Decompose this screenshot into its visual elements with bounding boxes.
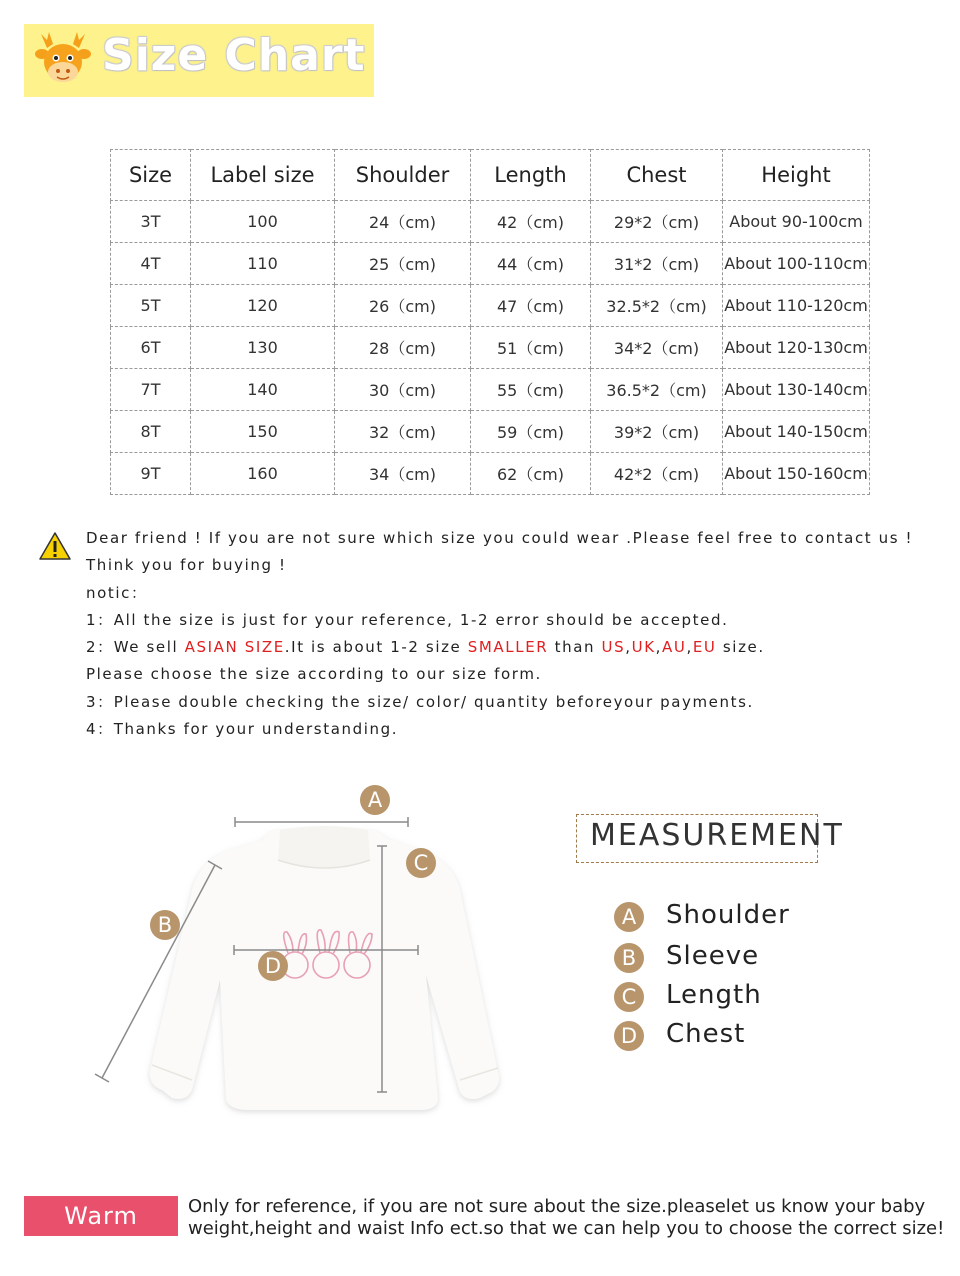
note-line: notic： <box>86 583 148 602</box>
note-line: 3：Please double checking the size/ color/ quantity beforeyour payments. <box>86 692 754 711</box>
table-cell: 28（cm) <box>335 327 471 369</box>
table-cell: About 120-130cm <box>723 327 870 369</box>
legend-label: Sleeve <box>666 941 760 971</box>
table-cell: 51（cm) <box>471 327 591 369</box>
table-row <box>111 243 870 285</box>
table-cell: 34*2（cm) <box>591 327 723 369</box>
marker-d: D <box>258 951 288 981</box>
asian-size-highlight: ASIAN SIZE <box>184 638 285 657</box>
size-table <box>110 149 870 495</box>
warm-tips-label: Warm Tips： <box>24 1196 178 1236</box>
table-cell: 59（cm) <box>471 411 591 453</box>
note-line: Dear friend ! If you are not sure which size you could wear .Please feel free to contact us ! <box>86 529 914 547</box>
table-cell: 30（cm) <box>335 369 471 411</box>
note-text: size. <box>716 638 765 657</box>
table-cell: About 110-120cm <box>723 285 870 327</box>
column-header: Length <box>471 150 591 201</box>
table-cell: 100 <box>191 201 335 243</box>
comma: , <box>655 638 663 657</box>
deer-logo-icon <box>33 28 93 88</box>
table-cell: 3T <box>111 201 191 243</box>
warning-icon <box>38 531 72 561</box>
smaller-highlight: SMALLER <box>467 638 549 657</box>
warm-tips-text <box>188 1196 944 1240</box>
table-cell: 62（cm) <box>471 453 591 495</box>
column-header: Size <box>111 150 191 201</box>
note-line: Think you for buying ! <box>86 556 287 575</box>
notes-block <box>86 525 913 743</box>
table-cell: 31*2（cm) <box>591 243 723 285</box>
warm-tips-line: Only for reference, if you are not sure about the size.pleaselet us know your baby <box>188 1196 926 1217</box>
legend-letter: A <box>614 902 644 932</box>
table-cell: 9T <box>111 453 191 495</box>
table-cell: 150 <box>191 411 335 453</box>
table-cell: 24（cm) <box>335 201 471 243</box>
au-highlight: AU <box>662 638 687 657</box>
us-highlight: US <box>601 638 626 657</box>
measurement-title: MEASUREMENT <box>590 818 844 853</box>
table-row <box>111 369 870 411</box>
table-cell: 47（cm) <box>471 285 591 327</box>
table-cell: 42*2（cm) <box>591 453 723 495</box>
note-text: 2：We sell <box>86 638 185 657</box>
table-cell: 32（cm) <box>335 411 471 453</box>
table-cell: About 90-100cm <box>723 201 870 243</box>
table-cell: 120 <box>191 285 335 327</box>
legend-label: Shoulder <box>666 900 790 930</box>
column-header: Label size <box>191 150 335 201</box>
note-text: than <box>548 638 602 657</box>
table-row <box>111 201 870 243</box>
table-header-row <box>111 150 870 201</box>
table-cell: About 130-140cm <box>723 369 870 411</box>
table-row <box>111 453 870 495</box>
eu-highlight: EU <box>692 638 717 657</box>
table-cell: 29*2（cm) <box>591 201 723 243</box>
table-cell: 36.5*2（cm) <box>591 369 723 411</box>
table-cell: About 100-110cm <box>723 243 870 285</box>
table-cell: 7T <box>111 369 191 411</box>
measurement-diagram <box>80 780 530 1120</box>
table-cell: 55（cm) <box>471 369 591 411</box>
table-cell: 44（cm) <box>471 243 591 285</box>
warm-tips-line: weight,height and waist Info ect.so that we can help you to choose the correct size! <box>188 1218 945 1239</box>
table-cell: About 140-150cm <box>723 411 870 453</box>
table-cell: 42（cm) <box>471 201 591 243</box>
page-title: Size Chart <box>102 30 366 81</box>
table-cell: 130 <box>191 327 335 369</box>
table-cell: 110 <box>191 243 335 285</box>
legend-label: Length <box>666 980 762 1010</box>
note-line <box>86 634 913 661</box>
column-header: Height <box>723 150 870 201</box>
column-header: Shoulder <box>335 150 471 201</box>
legend-label: Chest <box>666 1019 746 1049</box>
shirt-illustration <box>80 780 530 1120</box>
marker-c: C <box>406 848 436 878</box>
table-cell: 32.5*2（cm) <box>591 285 723 327</box>
table-cell: 160 <box>191 453 335 495</box>
table-cell: 4T <box>111 243 191 285</box>
table-cell: 5T <box>111 285 191 327</box>
table-cell: 26（cm) <box>335 285 471 327</box>
legend-letter: D <box>614 1021 644 1051</box>
table-cell: 6T <box>111 327 191 369</box>
table-cell: 140 <box>191 369 335 411</box>
uk-highlight: UK <box>631 638 656 657</box>
table-row <box>111 411 870 453</box>
table-cell: 25（cm) <box>335 243 471 285</box>
comma: , <box>625 638 632 657</box>
note-line: 4：Thanks for your understanding. <box>86 720 399 739</box>
table-cell: 8T <box>111 411 191 453</box>
comma: , <box>686 638 693 657</box>
note-line: Please choose the size according to our size form. <box>86 665 542 684</box>
table-row <box>111 327 870 369</box>
legend-letter: C <box>614 982 644 1012</box>
table-cell: 34（cm) <box>335 453 471 495</box>
table-cell: About 150-160cm <box>723 453 870 495</box>
table-row <box>111 285 870 327</box>
legend-letter: B <box>614 943 644 973</box>
marker-b: B <box>150 910 180 940</box>
marker-a: A <box>360 785 390 815</box>
table-cell: 39*2（cm) <box>591 411 723 453</box>
column-header: Chest <box>591 150 723 201</box>
note-text: .It is about 1-2 size <box>284 638 468 657</box>
note-line: 1：All the size is just for your reference, 1-2 error should be accepted. <box>86 610 729 629</box>
